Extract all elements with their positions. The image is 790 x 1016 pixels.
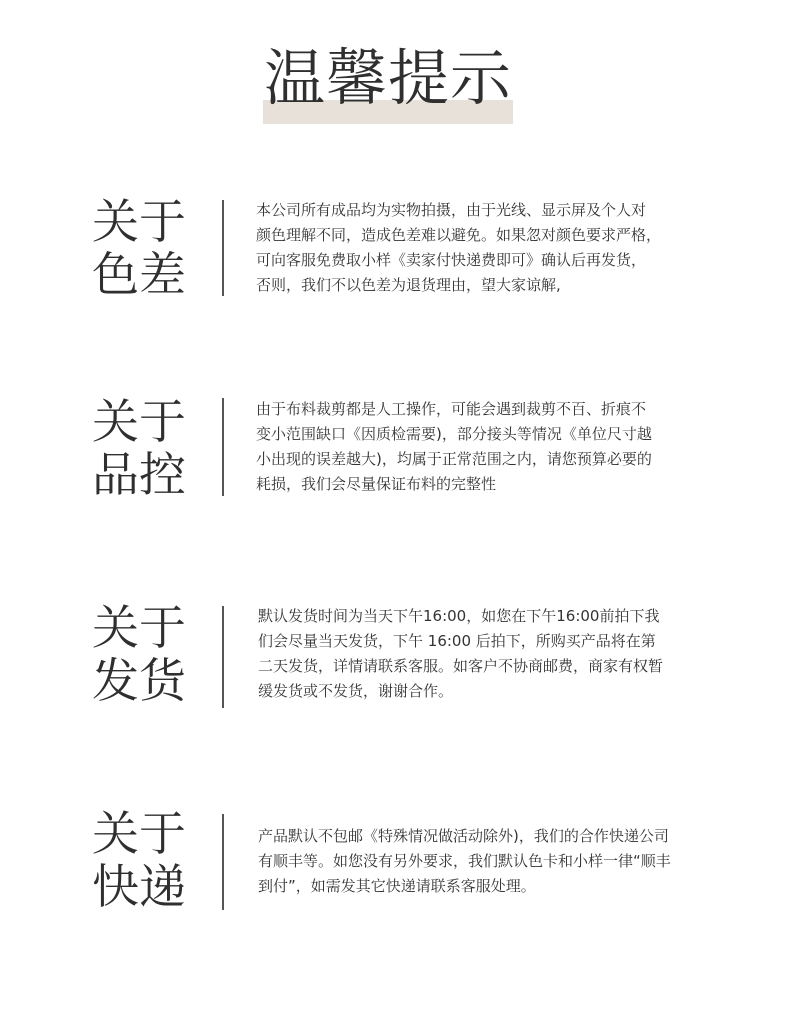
- section-heading-line: 色差: [92, 248, 186, 303]
- body-line: 可向客服免费取小样《卖家付快递费即可》确认后再发货，: [256, 251, 647, 269]
- section-heading-line: 关于: [92, 195, 186, 250]
- section-heading-line: 品控: [92, 448, 186, 503]
- section-divider: [222, 814, 224, 910]
- section-body: [258, 824, 718, 899]
- body-line: 产品默认不包邮《特殊情况做活动除外)，我们的合作快递公司: [258, 827, 669, 845]
- section-divider: [222, 398, 224, 496]
- section-courier: [0, 807, 790, 915]
- body-line: 缓发货或不发货，谢谢合作。: [258, 682, 454, 700]
- body-line: 们会尽量当天发货，下午 16:00 后拍下，所购买产品将在第: [258, 632, 656, 650]
- body-line: 本公司所有成品均为实物拍摄，由于光线、显示屏及个人对: [256, 201, 647, 219]
- section-shipping: [0, 602, 790, 710]
- section-body: [256, 198, 716, 298]
- section-divider: [222, 606, 224, 708]
- section-heading-line: 快递: [92, 860, 186, 915]
- section-heading: [92, 196, 198, 302]
- body-line: 到付”，如需发其它快递请联系客服处理。: [258, 877, 536, 895]
- body-line: 变小范围缺口《因质检需要)，部分接头等情况《单位尺寸越: [256, 425, 652, 443]
- section-heading-line: 关于: [92, 601, 186, 656]
- page-title: 温馨提示: [263, 43, 512, 114]
- body-line: 默认发货时间为当天下午16:00，如您在下午16:00前拍下我: [258, 607, 660, 625]
- section-divider: [222, 200, 224, 296]
- section-heading: [92, 602, 198, 708]
- body-line: 有顺丰等。如您没有另外要求，我们默认色卡和小样一律“顺丰: [258, 852, 671, 870]
- section-quality-control: [0, 395, 790, 503]
- body-line: 颜色理解不同，造成色差难以避免。如果忽对颜色要求严格，: [256, 226, 662, 244]
- body-line: 由于布料裁剪都是人工操作，可能会遇到裁剪不百、折痕不: [256, 400, 647, 418]
- section-heading-line: 关于: [92, 395, 186, 450]
- body-line: 小出现的误差越大)，均属于正常范围之内，请您预算必要的: [256, 450, 652, 468]
- section-body: [258, 604, 718, 704]
- body-line: 耗损，我们会尽量保证布料的完整性: [256, 475, 497, 493]
- title-block: [263, 40, 513, 124]
- body-line: 否则，我们不以色差为退货理由，望大家谅解,: [256, 276, 561, 294]
- section-heading: [92, 808, 198, 914]
- section-heading-line: 发货: [92, 654, 186, 709]
- section-heading: [92, 396, 198, 502]
- section-heading-line: 关于: [92, 807, 186, 862]
- section-body: [256, 397, 716, 497]
- section-color-difference: [0, 195, 790, 303]
- body-line: 二天发货，详情请联系客服。如客户不协商邮费，商家有权暂: [258, 657, 664, 675]
